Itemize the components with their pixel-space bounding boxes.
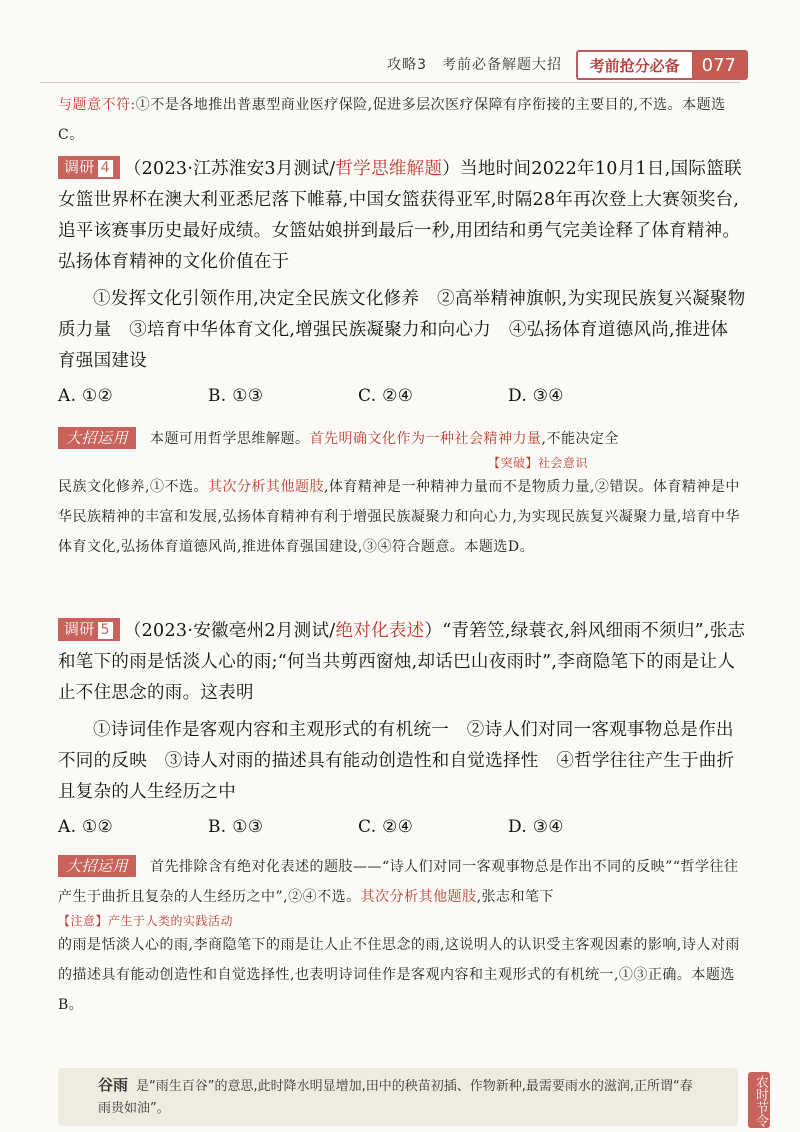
option-c: C. ②④ bbox=[358, 386, 414, 406]
section-title: 攻略3 考前必备解题大招 bbox=[387, 57, 562, 73]
option-b: B. ①③ bbox=[208, 386, 264, 406]
footer-text: 谷雨 是“雨生百谷”的意思,此时降水明显增加,田中的秧苗初插、作物新种,最需要雨水的滋润,正所谓“春雨贵如油”。 bbox=[98, 1076, 693, 1116]
footer-tip bbox=[58, 1068, 738, 1126]
question-source: （2023·安徽亳州2月测试/ bbox=[123, 621, 336, 641]
answer-options bbox=[58, 381, 746, 412]
question-5: 调研 5 （2023·安徽亳州2月测试/绝对化表述）“青箬笠,绿蓑衣,斜风细雨不须归”,张志和笔下的雨是恬淡人心的雨;“何当共剪西窗烛,却话巴山夜雨时”,李商隐笔下的雨是让人止不住思念的雨。这表明 ①诗词佳作是客观内容和主观形式的有机统一 ②诗人们对同一客观事物总是作出不同的反映 ③诗人对雨的描述具有能动创造性和自觉选择性 ④哲学往往产生于曲折且复杂的人生经历之中 A. ①② B. ①③ C. ②④ D. ③④ bbox=[58, 616, 746, 843]
question-stem: “青箬笠,绿蓑衣,斜风细雨不须归”,张志和笔下的雨是恬淡人心的雨;“何当共剪西窗烛,却话巴山夜雨时”,李商隐笔下的雨是让人止不住思念的雨。这表明 bbox=[58, 621, 746, 703]
analysis-5: 大招运用 首先排除含有绝对化表述的题肢——“诗人们对同一客观事物总是作出不同的反映”“哲学往往产生于曲折且复杂的人生经历之中”,②④不选。其次分析其他题肢,张志和笔下 【注意】产生于人类的实践活动 的雨是恬淡人心的雨,李商隐笔下的雨是让人止不住思念的雨,这说明人的认识受主客观因素的影响,诗人对雨的描述具有能动创造性和自觉选择性,也表明诗词佳作是客观内容和主观形式的有机统一,①③正确。本题选B。 bbox=[58, 852, 746, 1020]
page-number: 077 bbox=[692, 52, 746, 78]
page-header bbox=[0, 48, 800, 84]
question-method: 哲学思维解题 bbox=[335, 159, 443, 179]
option-d: D. ③④ bbox=[508, 386, 564, 406]
analysis-label: 大招运用 bbox=[58, 855, 136, 877]
question-tag: 调研 4 bbox=[58, 156, 120, 179]
question-tag: 调研 5 bbox=[58, 618, 120, 641]
margin-note: 【注意】产生于人类的实践活动 bbox=[58, 914, 234, 928]
option-a: A. ①② bbox=[58, 817, 114, 837]
question-stem: 当地时间2022年10月1日,国际篮联女篮世界杯在澳大利亚悉尼落下帷幕,中国女篮获得亚军,时隔28年再次登上大赛领奖台,追平该赛事历史最好成绩。女篮姑娘拼到最后一秒,用团结和勇气完美诠释了体育精神。弘扬体育精神的文化价值在于 bbox=[58, 159, 742, 272]
side-tag: 农时节令 bbox=[748, 1072, 770, 1128]
analysis-body: 民族文化修养,①不选。其次分析其他题肢,体育精神是一种精神力量而不是物质力量,②错误。体育精神是中华民族精神的丰富和发展,弘扬体育精神有利于增强民族凝聚力和向心力,为实现民族复兴凝聚力量,培育中华体育文化,弘扬体育道德风尚,推进体育强国建设,③④符合题意。本题选D。 bbox=[58, 479, 740, 555]
header-title: 考前抢分必备 bbox=[578, 52, 692, 78]
header-badge bbox=[576, 50, 748, 80]
margin-note: 【突破】社会意识 bbox=[488, 456, 589, 470]
analysis-body: 的雨是恬淡人心的雨,李商隐笔下的雨是让人止不住思念的雨,这说明人的认识受主客观因素的影响,诗人对雨的描述具有能动创造性和自觉选择性,也表明诗词佳作是客观内容和主观形式的有机统一,①③正确。本题选B。 bbox=[58, 937, 740, 1013]
analysis-4: 大招运用 本题可用哲学思维解题。首先明确文化作为一种社会精神力量,不能决定全 【突破】社会意识 民族文化修养,①不选。其次分析其他题肢,体育精神是一种精神力量而不是物质力量,②错误。体育精神是中华民族精神的丰富和发展,弘扬体育精神有利于增强民族凝聚力和向心力,为实现民族复兴凝聚力量,培育中华体育文化,弘扬体育道德风尚,推进体育强国建设,③④符合题意。本题选D。 bbox=[58, 424, 746, 562]
header-divider bbox=[40, 82, 740, 83]
option-a: A. ①② bbox=[58, 386, 114, 406]
answer-lead: 与题意不符: bbox=[58, 97, 136, 113]
top-answer bbox=[58, 90, 746, 150]
question-choices: ①诗词佳作是客观内容和主观形式的有机统一 ②诗人们对同一客观事物总是作出不同的反映 ③诗人对雨的描述具有能动创造性和自觉选择性 ④哲学往往产生于曲折且复杂的人生经历之中 bbox=[58, 720, 735, 802]
answer-text: ①不是各地推出普惠型商业医疗保险,促进多层次医疗保障有序衔接的主要目的,不选。本题选C。 bbox=[58, 97, 726, 143]
question-source: （2023·江苏淮安3月测试/ bbox=[123, 159, 336, 179]
option-b: B. ①③ bbox=[208, 817, 264, 837]
analysis-label: 大招运用 bbox=[58, 427, 136, 449]
question-method: 绝对化表述 bbox=[335, 621, 425, 641]
footer-term: 谷雨 bbox=[98, 1076, 129, 1094]
option-d: D. ③④ bbox=[508, 817, 564, 837]
option-c: C. ②④ bbox=[358, 817, 414, 837]
answer-options bbox=[58, 812, 746, 843]
question-choices: ①发挥文化引领作用,决定全民族文化修养 ②高举精神旗帜,为实现民族复兴凝聚物质力量 ③培育中华体育文化,增强民族凝聚力和向心力 ④弘扬体育道德风尚,推进体育强国建设 bbox=[58, 289, 746, 371]
question-4: 调研 4 （2023·江苏淮安3月测试/哲学思维解题）当地时间2022年10月1日,国际篮联女篮世界杯在澳大利亚悉尼落下帷幕,中国女篮获得亚军,时隔28年再次登上大赛领奖台,追平该赛事历史最好成绩。女篮姑娘拼到最后一秒,用团结和勇气完美诠释了体育精神。弘扬体育精神的文化价值在于 ①发挥文化引领作用,决定全民族文化修养 ②高举精神旗帜,为实现民族复兴凝聚物质力量 ③培育中华体育文化,增强民族凝聚力和向心力 ④弘扬体育道德风尚,推进体育强国建设 A. ①② B. ①③ C. ②④ D. ③④ bbox=[58, 154, 746, 412]
